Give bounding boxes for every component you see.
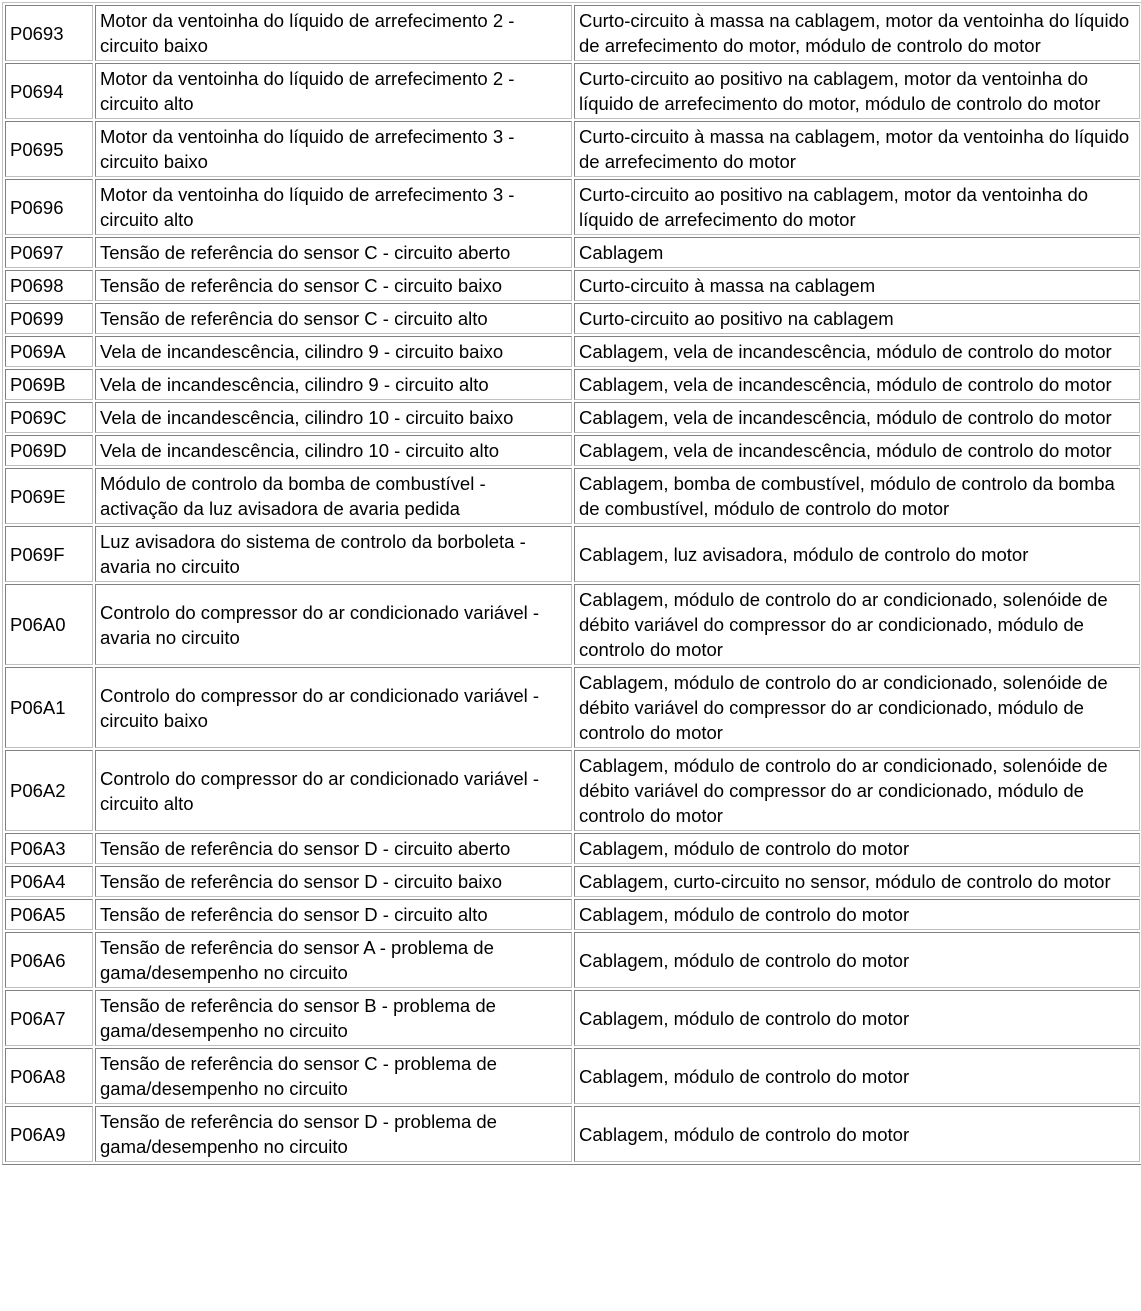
dtc-description-cell: Tensão de referência do sensor C - circuito baixo (95, 270, 572, 301)
dtc-code-cell: P06A1 (5, 667, 93, 748)
table-row (5, 866, 1140, 897)
dtc-causes-cell: Cablagem, vela de incandescência, módulo de controlo do motor (574, 402, 1140, 433)
dtc-causes-cell: Curto-circuito ao positivo na cablagem, motor da ventoinha do líquido de arrefecimento do motor (574, 179, 1140, 235)
dtc-description-cell: Tensão de referência do sensor D - problema de gama/desempenho no circuito (95, 1106, 572, 1162)
dtc-code-cell: P069B (5, 369, 93, 400)
dtc-code-cell: P06A8 (5, 1048, 93, 1104)
table-row (5, 899, 1140, 930)
table-row (5, 932, 1140, 988)
dtc-code-cell: P06A6 (5, 932, 93, 988)
table-row (5, 468, 1140, 524)
dtc-causes-cell: Curto-circuito à massa na cablagem (574, 270, 1140, 301)
dtc-code-cell: P06A5 (5, 899, 93, 930)
dtc-code-cell: P0696 (5, 179, 93, 235)
table-row (5, 1106, 1140, 1162)
dtc-code-cell: P069D (5, 435, 93, 466)
dtc-description-cell: Tensão de referência do sensor D - circuito aberto (95, 833, 572, 864)
dtc-description-cell: Controlo do compressor do ar condicionado variável - circuito alto (95, 750, 572, 831)
table-row (5, 303, 1140, 334)
dtc-table (2, 2, 1141, 1165)
dtc-causes-cell: Cablagem, módulo de controlo do motor (574, 990, 1140, 1046)
dtc-causes-cell: Cablagem, módulo de controlo do motor (574, 1106, 1140, 1162)
dtc-description-cell: Módulo de controlo da bomba de combustível - activação da luz avisadora de avaria pedida (95, 468, 572, 524)
dtc-code-cell: P06A7 (5, 990, 93, 1046)
dtc-code-cell: P069F (5, 526, 93, 582)
dtc-code-cell: P0693 (5, 5, 93, 61)
dtc-code-cell: P06A2 (5, 750, 93, 831)
dtc-causes-cell: Cablagem, curto-circuito no sensor, módulo de controlo do motor (574, 866, 1140, 897)
table-row (5, 270, 1140, 301)
dtc-code-cell: P06A3 (5, 833, 93, 864)
dtc-description-cell: Motor da ventoinha do líquido de arrefecimento 2 - circuito alto (95, 63, 572, 119)
dtc-causes-cell: Cablagem, vela de incandescência, módulo de controlo do motor (574, 336, 1140, 367)
dtc-description-cell: Motor da ventoinha do líquido de arrefecimento 3 - circuito baixo (95, 121, 572, 177)
dtc-description-cell: Controlo do compressor do ar condicionado variável - avaria no circuito (95, 584, 572, 665)
dtc-causes-cell: Cablagem, módulo de controlo do motor (574, 932, 1140, 988)
dtc-code-cell: P0697 (5, 237, 93, 268)
dtc-description-cell: Vela de incandescência, cilindro 10 - circuito alto (95, 435, 572, 466)
table-row (5, 369, 1140, 400)
table-row (5, 5, 1140, 61)
table-row (5, 435, 1140, 466)
dtc-causes-cell: Cablagem, módulo de controlo do ar condicionado, solenóide de débito variável do compressor do ar condicionado, módulo de controlo do motor (574, 667, 1140, 748)
table-row (5, 237, 1140, 268)
dtc-causes-cell: Cablagem, luz avisadora, módulo de controlo do motor (574, 526, 1140, 582)
dtc-causes-cell: Cablagem, módulo de controlo do ar condicionado, solenóide de débito variável do compressor do ar condicionado, módulo de controlo do motor (574, 750, 1140, 831)
table-row (5, 63, 1140, 119)
dtc-description-cell: Tensão de referência do sensor C - circuito aberto (95, 237, 572, 268)
dtc-causes-cell: Curto-circuito ao positivo na cablagem (574, 303, 1140, 334)
table-row (5, 336, 1140, 367)
dtc-causes-cell: Cablagem (574, 237, 1140, 268)
dtc-description-cell: Motor da ventoinha do líquido de arrefecimento 2 - circuito baixo (95, 5, 572, 61)
table-row (5, 667, 1140, 748)
dtc-causes-cell: Cablagem, vela de incandescência, módulo de controlo do motor (574, 369, 1140, 400)
dtc-causes-cell: Cablagem, módulo de controlo do motor (574, 1048, 1140, 1104)
dtc-description-cell: Tensão de referência do sensor D - circuito alto (95, 899, 572, 930)
dtc-causes-cell: Cablagem, vela de incandescência, módulo de controlo do motor (574, 435, 1140, 466)
dtc-code-cell: P06A9 (5, 1106, 93, 1162)
dtc-causes-cell: Curto-circuito à massa na cablagem, motor da ventoinha do líquido de arrefecimento do motor, módulo de controlo do motor (574, 5, 1140, 61)
dtc-causes-cell: Curto-circuito à massa na cablagem, motor da ventoinha do líquido de arrefecimento do motor (574, 121, 1140, 177)
dtc-code-cell: P069A (5, 336, 93, 367)
dtc-causes-cell: Curto-circuito ao positivo na cablagem, motor da ventoinha do líquido de arrefecimento do motor, módulo de controlo do motor (574, 63, 1140, 119)
table-row (5, 1048, 1140, 1104)
dtc-causes-cell: Cablagem, módulo de controlo do motor (574, 833, 1140, 864)
dtc-description-cell: Tensão de referência do sensor A - problema de gama/desempenho no circuito (95, 932, 572, 988)
dtc-code-cell: P0698 (5, 270, 93, 301)
table-row (5, 750, 1140, 831)
table-row (5, 990, 1140, 1046)
dtc-code-cell: P06A4 (5, 866, 93, 897)
dtc-description-cell: Tensão de referência do sensor B - problema de gama/desempenho no circuito (95, 990, 572, 1046)
dtc-description-cell: Tensão de referência do sensor C - problema de gama/desempenho no circuito (95, 1048, 572, 1104)
dtc-table-body (5, 5, 1140, 1162)
dtc-code-cell: P0694 (5, 63, 93, 119)
table-row (5, 584, 1140, 665)
dtc-code-cell: P0699 (5, 303, 93, 334)
dtc-description-cell: Luz avisadora do sistema de controlo da borboleta - avaria no circuito (95, 526, 572, 582)
dtc-description-cell: Vela de incandescência, cilindro 9 - circuito baixo (95, 336, 572, 367)
table-row (5, 526, 1140, 582)
dtc-code-cell: P069E (5, 468, 93, 524)
table-row (5, 179, 1140, 235)
dtc-causes-cell: Cablagem, bomba de combustível, módulo de controlo da bomba de combustível, módulo de controlo do motor (574, 468, 1140, 524)
dtc-description-cell: Tensão de referência do sensor C - circuito alto (95, 303, 572, 334)
table-row (5, 121, 1140, 177)
table-row (5, 833, 1140, 864)
dtc-causes-cell: Cablagem, módulo de controlo do motor (574, 899, 1140, 930)
dtc-description-cell: Vela de incandescência, cilindro 10 - circuito baixo (95, 402, 572, 433)
dtc-code-cell: P0695 (5, 121, 93, 177)
dtc-description-cell: Motor da ventoinha do líquido de arrefecimento 3 - circuito alto (95, 179, 572, 235)
dtc-description-cell: Vela de incandescência, cilindro 9 - circuito alto (95, 369, 572, 400)
dtc-causes-cell: Cablagem, módulo de controlo do ar condicionado, solenóide de débito variável do compressor do ar condicionado, módulo de controlo do motor (574, 584, 1140, 665)
table-row (5, 402, 1140, 433)
dtc-description-cell: Controlo do compressor do ar condicionado variável - circuito baixo (95, 667, 572, 748)
dtc-code-cell: P069C (5, 402, 93, 433)
dtc-description-cell: Tensão de referência do sensor D - circuito baixo (95, 866, 572, 897)
dtc-code-cell: P06A0 (5, 584, 93, 665)
